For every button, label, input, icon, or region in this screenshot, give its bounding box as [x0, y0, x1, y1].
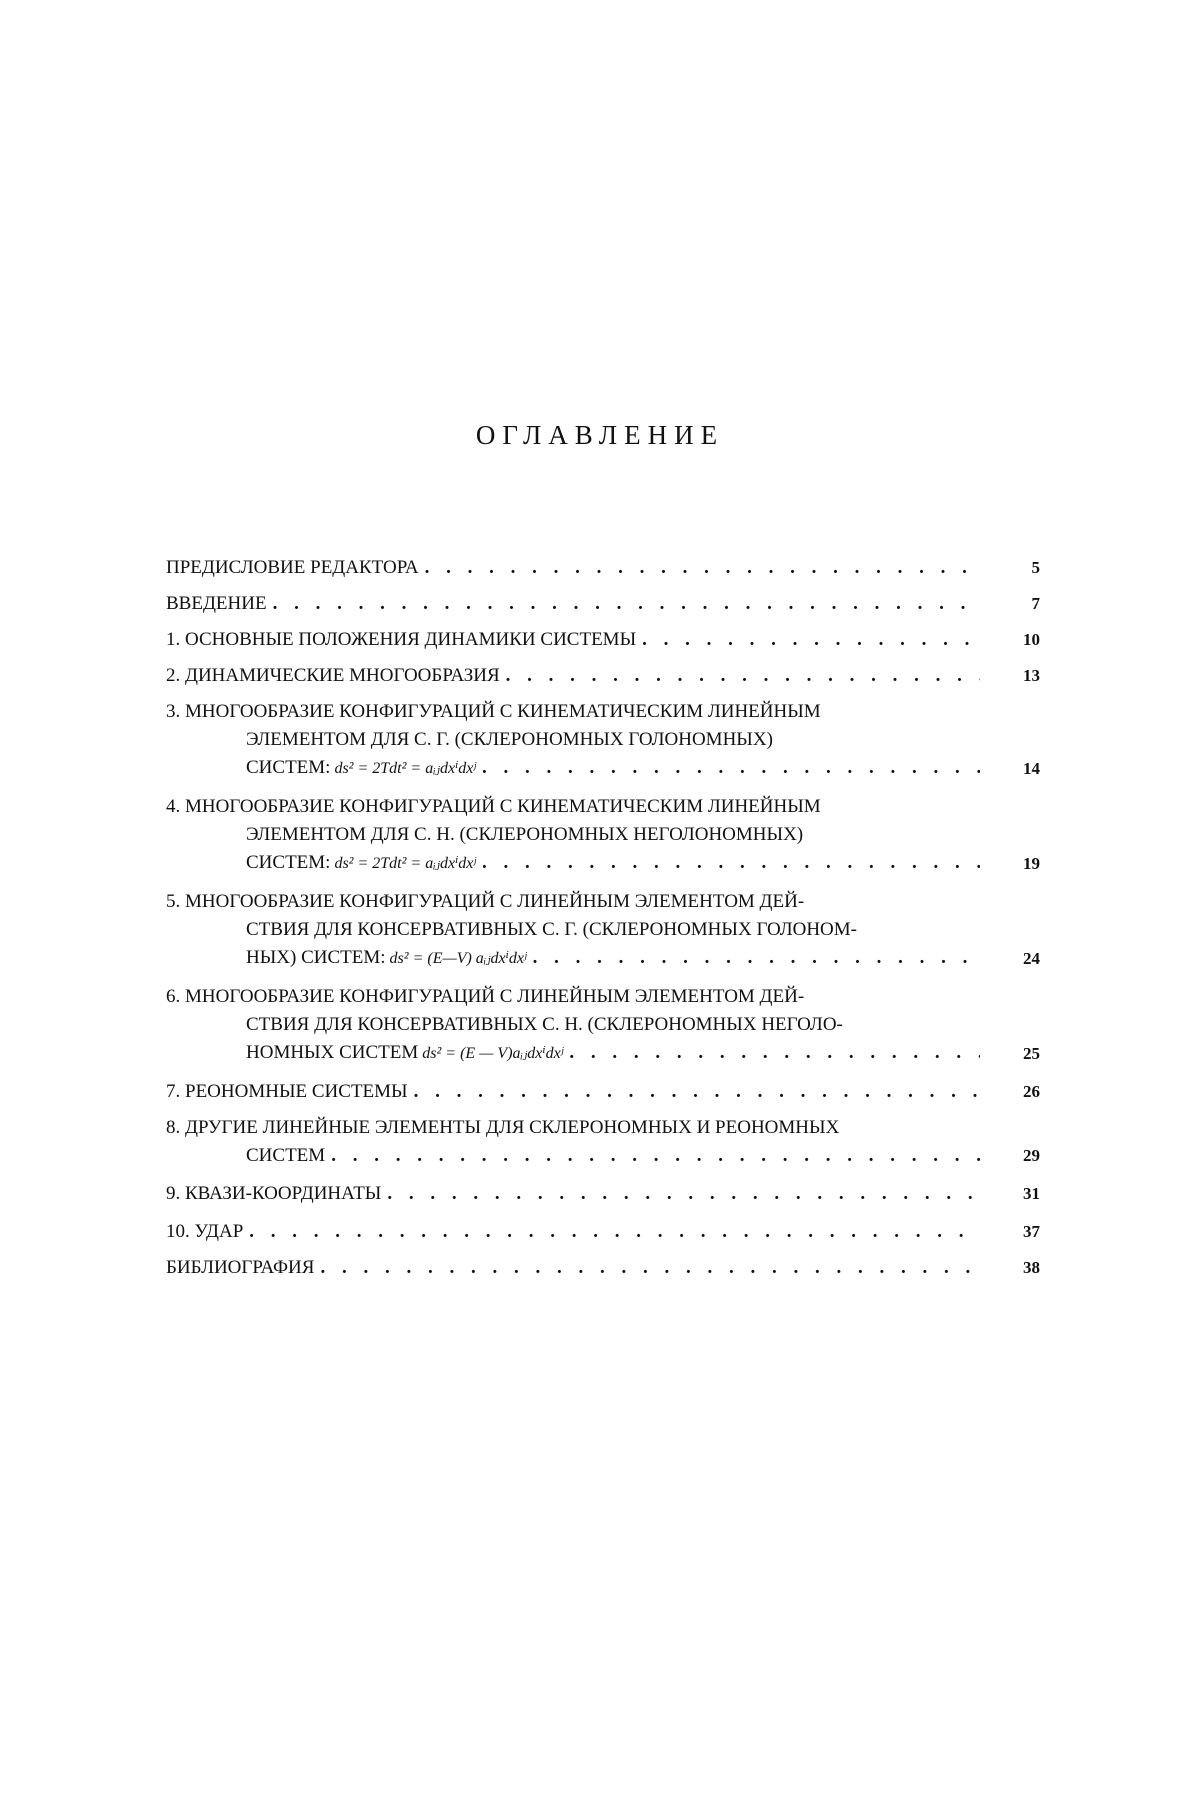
page-number: 5: [1031, 558, 1040, 577]
toc-entry-title: 2. ДИНАМИЧЕСКИЕ МНОГООБРАЗИЯ: [166, 665, 500, 686]
toc-entry-title: 10. УДАР: [166, 1221, 244, 1242]
toc-entry-title-line: СИСТЕМ:: [246, 852, 331, 873]
page-number: 31: [1023, 1184, 1040, 1203]
toc-entry-title-line: СТВИЯ ДЛЯ КОНСЕРВАТИВНЫХ С. Н. (СКЛЕРОНОМНЫХ НЕГОЛО-: [246, 1014, 843, 1035]
toc-entry-introduction: [166, 590, 1040, 618]
page-number: 14: [1023, 759, 1040, 778]
page-number: 26: [1023, 1082, 1040, 1101]
toc-entry-5: [166, 888, 1040, 973]
toc-entry-title: 7. РЕОНОМНЫЕ СИСТЕМЫ: [166, 1081, 408, 1102]
formula: ds² = (E—V) aᵢⱼdxⁱdxʲ: [389, 950, 527, 967]
dot-leader: [482, 849, 980, 877]
toc-entry-title-line: 3. МНОГООБРАЗИЕ КОНФИГУРАЦИЙ С КИНЕМАТИЧЕСКИМ ЛИНЕЙНЫМ: [166, 701, 821, 722]
page-number: 13: [1023, 666, 1040, 685]
page-number: 38: [1023, 1258, 1040, 1277]
toc-entry-3: [166, 698, 1040, 783]
toc-entry-preface: [166, 554, 1040, 582]
toc-entry-title-line: 4. МНОГООБРАЗИЕ КОНФИГУРАЦИЙ С КИНЕМАТИЧЕСКИМ ЛИНЕЙНЫМ: [166, 796, 821, 817]
toc-entry-title: 9. КВАЗИ-КООРДИНАТЫ: [166, 1183, 382, 1204]
dot-leader: [533, 944, 980, 972]
toc-entry-title-line: СИСТЕМ:: [246, 757, 331, 778]
toc-entry-title-line: ЭЛЕМЕНТОМ ДЛЯ С. Н. (СКЛЕРОНОМНЫХ НЕГОЛОНОМНЫХ): [246, 824, 804, 845]
toc-entry-title-line: ЭЛЕМЕНТОМ ДЛЯ С. Г. (СКЛЕРОНОМНЫХ ГОЛОНОМНЫХ): [246, 729, 773, 750]
page-number: 24: [1023, 949, 1040, 968]
toc-entry-10: [166, 1218, 1040, 1246]
toc-entry-1: [166, 626, 1040, 654]
toc-entry-title: 1. ОСНОВНЫЕ ПОЛОЖЕНИЯ ДИНАМИКИ СИСТЕМЫ: [166, 629, 637, 650]
toc-entry-title: БИБЛИОГРАФИЯ: [166, 1257, 315, 1278]
page-number: 10: [1023, 630, 1040, 649]
toc-entry-title-line: 5. МНОГООБРАЗИЕ КОНФИГУРАЦИЙ С ЛИНЕЙНЫМ ЭЛЕМЕНТОМ ДЕЙ-: [166, 891, 805, 912]
dot-leader: [425, 554, 980, 582]
toc-entry-title-line: СТВИЯ ДЛЯ КОНСЕРВАТИВНЫХ С. Г. (СКЛЕРОНОМНЫХ ГОЛОНОМ-: [246, 919, 857, 940]
dot-leader: [387, 1180, 980, 1208]
page-number: 29: [1023, 1146, 1040, 1165]
toc-entry-2: [166, 662, 1040, 690]
page-number: 7: [1031, 594, 1040, 613]
toc-entry-title-line: СИСТЕМ: [246, 1145, 326, 1166]
toc-entry-title-line: 6. МНОГООБРАЗИЕ КОНФИГУРАЦИЙ С ЛИНЕЙНЫМ ЭЛЕМЕНТОМ ДЕЙ-: [166, 986, 805, 1007]
dot-leader: [506, 662, 980, 690]
page-title: ОГЛАВЛЕНИЕ: [475, 420, 725, 450]
table-of-contents: [166, 554, 1040, 1290]
dot-leader: [642, 626, 980, 654]
toc-entry-title: ПРЕДИСЛОВИЕ РЕДАКТОРА: [166, 557, 419, 578]
dot-leader: [273, 590, 980, 618]
toc-entry-6: [166, 983, 1040, 1068]
dot-leader: [414, 1078, 980, 1106]
toc-entry-7: [166, 1078, 1040, 1106]
toc-entry-title: ВВЕДЕНИЕ: [166, 593, 267, 614]
toc-entry-title-line: НОМНЫХ СИСТЕМ: [246, 1042, 419, 1063]
page-number: 37: [1023, 1222, 1040, 1241]
toc-entry-bibliography: [166, 1254, 1040, 1282]
formula: ds² = 2Tdt² = aᵢⱼdxⁱdxʲ: [334, 760, 477, 777]
formula: ds² = (E — V)aᵢⱼdxⁱdxʲ: [422, 1045, 564, 1062]
toc-entry-title-line: НЫХ) СИСТЕМ:: [246, 947, 386, 968]
formula: ds² = 2Tdt² = aᵢⱼdxⁱdxʲ: [334, 855, 477, 872]
page-number: 25: [1023, 1044, 1040, 1063]
dot-leader: [331, 1142, 980, 1170]
toc-entry-title-line: 8. ДРУГИЕ ЛИНЕЙНЫЕ ЭЛЕМЕНТЫ ДЛЯ СКЛЕРОНОМНЫХ И РЕОНОМНЫХ: [166, 1117, 840, 1138]
dot-leader: [320, 1254, 980, 1282]
toc-entry-4: [166, 793, 1040, 878]
page-number: 19: [1023, 854, 1040, 873]
dot-leader: [569, 1039, 980, 1067]
dot-leader: [482, 754, 980, 782]
toc-entry-9: [166, 1180, 1040, 1208]
dot-leader: [249, 1218, 980, 1246]
toc-entry-8: [166, 1114, 1040, 1170]
